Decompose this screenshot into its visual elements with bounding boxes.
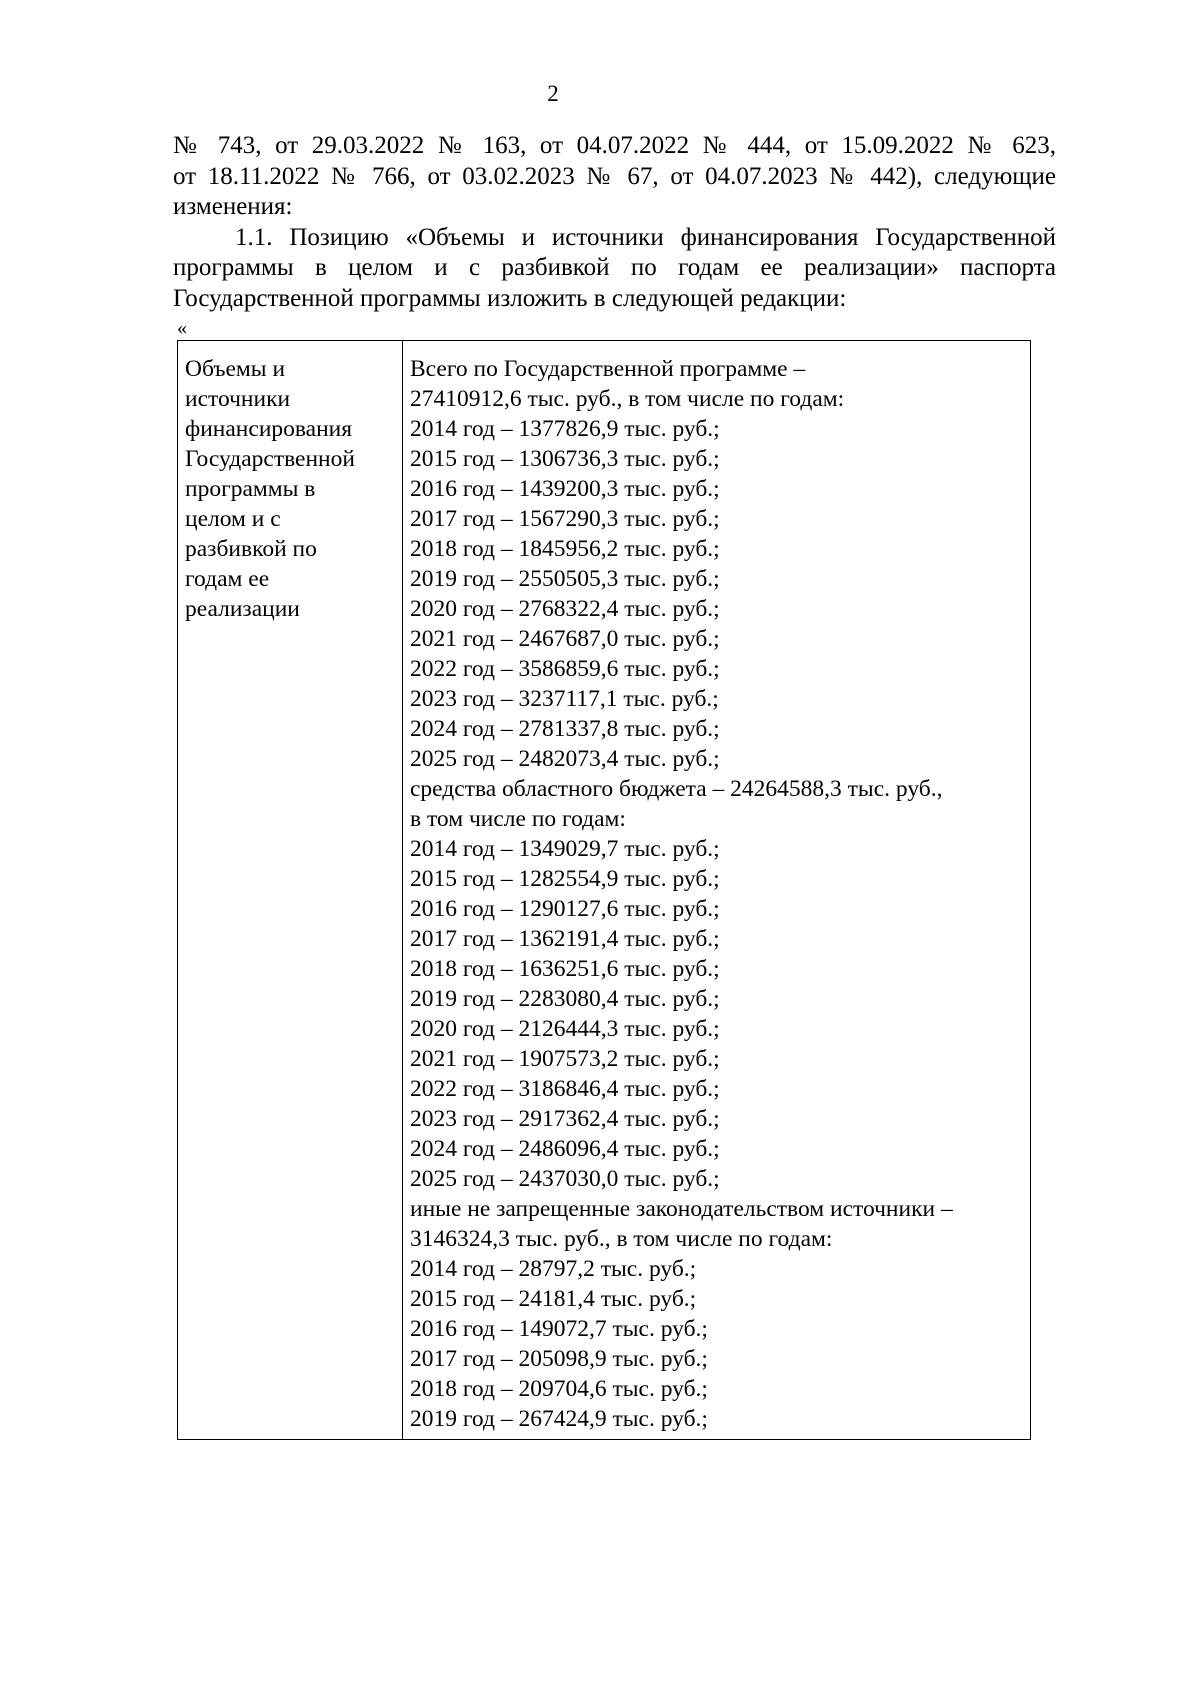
funding-line: 2022 год – 3186846,4 тыс. руб.; [410,1076,720,1102]
column-divider [402,341,403,1439]
paragraph-line: Государственной программы изложить в следующей редакции: [173,284,847,312]
position-name-line: программы в [185,476,316,502]
funding-line: 2019 год – 267424,9 тыс. руб.; [410,1406,708,1432]
position-name-line: разбивкой по [185,536,317,562]
funding-line: 2021 год – 1907573,2 тыс. руб.; [410,1046,720,1072]
funding-line: 2016 год – 149072,7 тыс. руб.; [410,1316,708,1342]
intro-line: от 18.11.2022 № 766, от 03.02.2023 № 67, от 04.07.2023 № 442), следующие [173,162,1056,190]
position-name-line: финансирования [185,416,353,442]
position-name-line: Государственной [185,446,355,472]
funding-line: 2017 год – 1567290,3 тыс. руб.; [410,506,720,532]
funding-line: 2016 год – 1439200,3 тыс. руб.; [410,476,720,502]
table-cell-position-name [185,354,400,624]
intro-text [173,131,1056,314]
funding-line: 2023 год – 3237117,1 тыс. руб.; [410,686,719,712]
funding-line: 2020 год – 2126444,3 тыс. руб.; [410,1016,720,1042]
funding-line: 2017 год – 205098,9 тыс. руб.; [410,1346,708,1372]
funding-line: 2020 год – 2768322,4 тыс. руб.; [410,596,720,622]
position-name-line: годам ее [185,566,270,592]
paragraph-line: программы в целом и с разбивкой по годам ее реализации» паспорта [173,254,1056,281]
table-cell-funding-details [410,354,1025,1434]
funding-line: средства областного бюджета – 24264588,3 тыс. руб., [410,776,943,802]
funding-line: 2018 год – 1636251,6 тыс. руб.; [410,956,720,982]
funding-line: Всего по Государственной программе – [410,356,806,382]
funding-line: 2021 год – 2467687,0 тыс. руб.; [410,626,720,652]
funding-line: 2015 год – 24181,4 тыс. руб.; [410,1286,697,1312]
funding-line: 2024 год – 2781337,8 тыс. руб.; [410,716,720,742]
position-name-line: реализации [185,596,300,622]
funding-line: 2018 год – 209704,6 тыс. руб.; [410,1376,708,1402]
funding-line: 3146324,3 тыс. руб., в том числе по годам: [410,1226,833,1252]
funding-line: 2025 год – 2482073,4 тыс. руб.; [410,746,720,772]
position-name-line: целом и с [185,506,281,532]
funding-line: иные не запрещенные законодательством источники – [410,1196,953,1222]
funding-line: 2016 год – 1290127,6 тыс. руб.; [410,896,720,922]
funding-line: 2014 год – 1349029,7 тыс. руб.; [410,836,720,862]
paragraph-line: 1.1. Позицию «Объемы и источники финансирования Государственной [235,223,1056,251]
funding-line: 2019 год – 2283080,4 тыс. руб.; [410,986,720,1012]
funding-line: 2015 год – 1306736,3 тыс. руб.; [410,446,720,472]
funding-line: 2022 год – 3586859,6 тыс. руб.; [410,656,720,682]
funding-line: 2014 год – 28797,2 тыс. руб.; [410,1256,697,1282]
funding-line: 2015 год – 1282554,9 тыс. руб.; [410,866,720,892]
intro-line: изменения: [173,193,293,220]
funding-line: 2023 год – 2917362,4 тыс. руб.; [410,1106,720,1132]
opening-quote-mark: « [177,317,187,339]
funding-line: 2018 год – 1845956,2 тыс. руб.; [410,536,720,562]
funding-line: 2024 год – 2486096,4 тыс. руб.; [410,1136,720,1162]
funding-line: 2017 год – 1362191,4 тыс. руб.; [410,926,720,952]
position-name-line: Объемы и [185,356,286,382]
intro-line: № 743, от 29.03.2022 № 163, от 04.07.2022 № 444, от 15.09.2022 № 623, [173,132,1056,159]
funding-line: 2025 год – 2437030,0 тыс. руб.; [410,1166,720,1192]
position-name-line: источники [185,386,291,412]
funding-line: 2014 год – 1377826,9 тыс. руб.; [410,416,720,442]
passport-table [177,340,1031,1440]
funding-line: 2019 год – 2550505,3 тыс. руб.; [410,566,720,592]
page-number: 2 [547,81,559,106]
funding-line: 27410912,6 тыс. руб., в том числе по годам: [410,386,845,412]
funding-line: в том числе по годам: [410,806,626,832]
